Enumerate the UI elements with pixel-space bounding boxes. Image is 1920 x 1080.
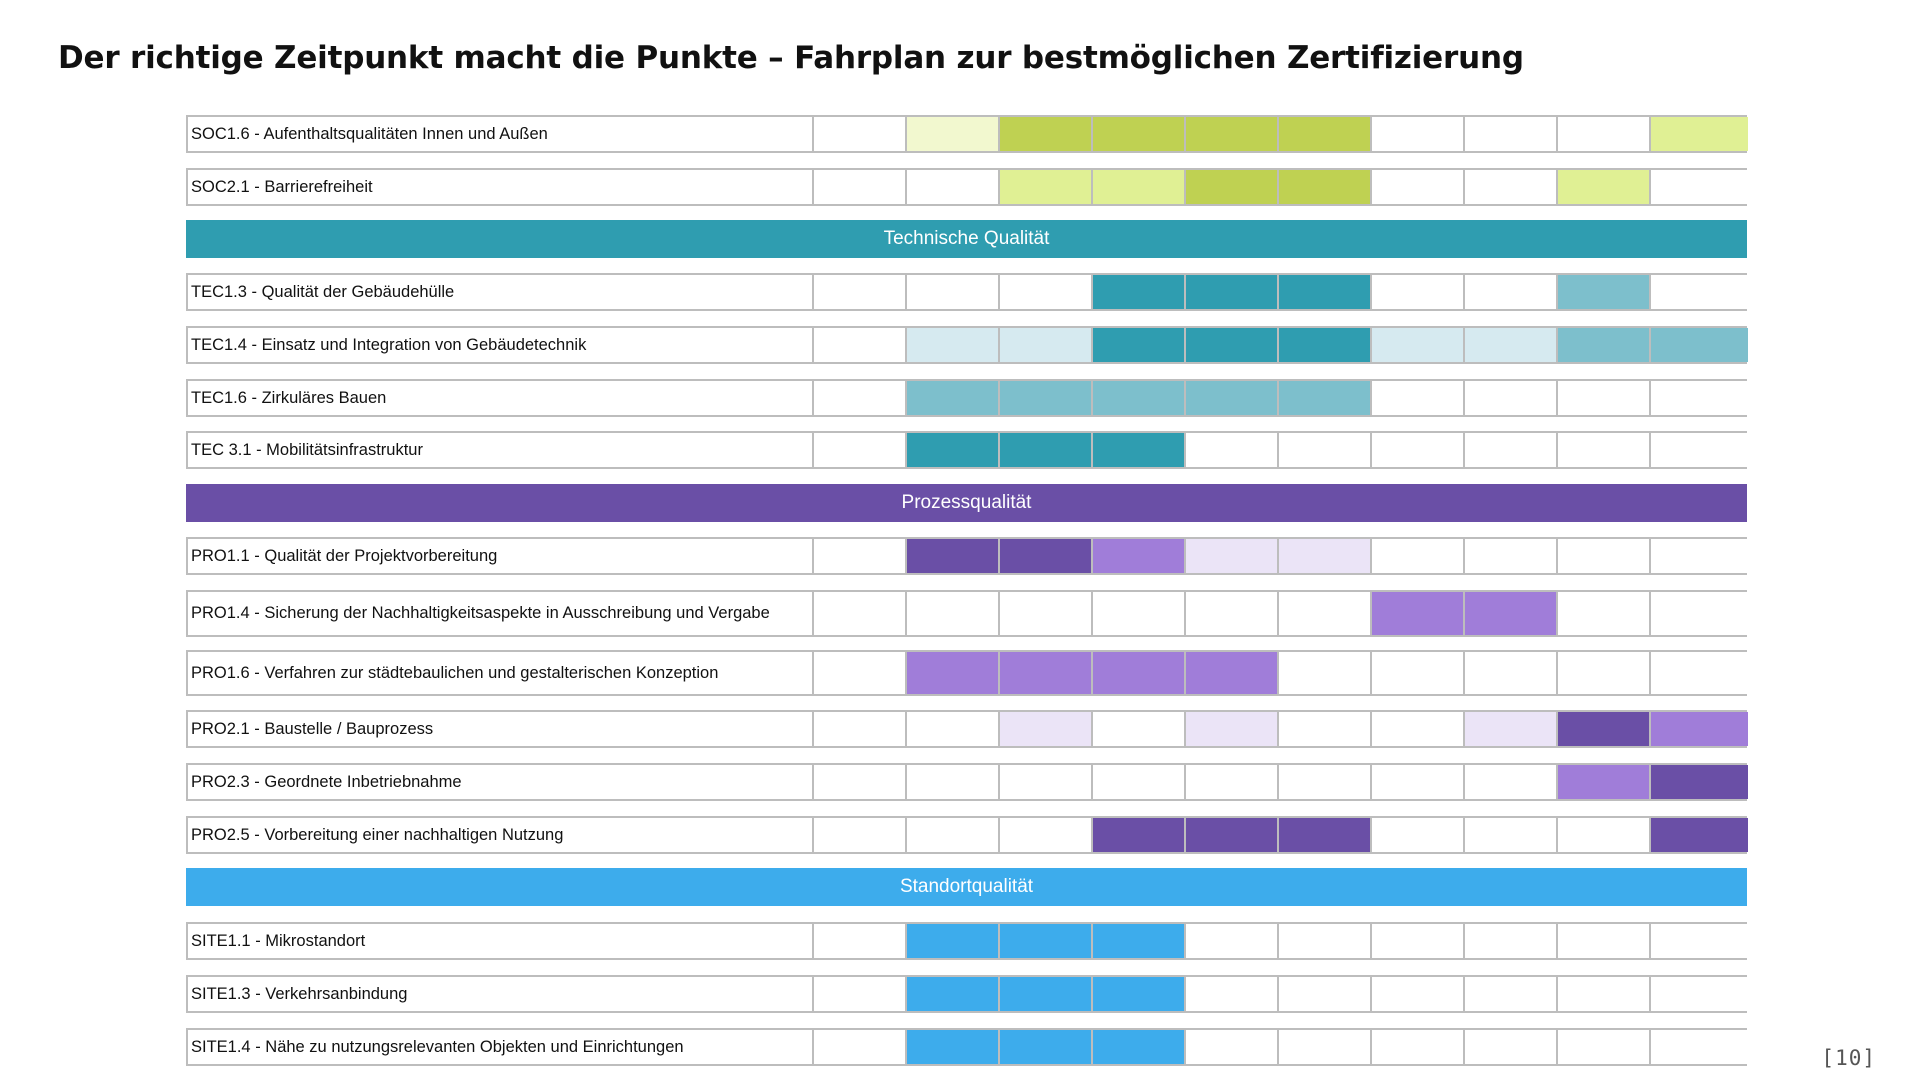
phase-cell-3 xyxy=(1000,1030,1093,1064)
phase-cell-6 xyxy=(1279,977,1372,1011)
phase-cell-2 xyxy=(907,652,1000,694)
phase-cell-5 xyxy=(1186,977,1279,1011)
phase-cell-10 xyxy=(1651,539,1748,573)
phase-cell-1 xyxy=(814,539,907,573)
phase-cell-2 xyxy=(907,170,1000,204)
phase-cell-4 xyxy=(1093,924,1186,958)
phase-cell-5 xyxy=(1186,765,1279,799)
phase-cell-6 xyxy=(1279,170,1372,204)
phase-cell-1 xyxy=(814,765,907,799)
phase-cell-8 xyxy=(1465,924,1558,958)
phase-cell-9 xyxy=(1558,170,1651,204)
phase-cell-6 xyxy=(1279,765,1372,799)
phase-cell-10 xyxy=(1651,924,1748,958)
table-row xyxy=(186,922,1747,960)
table-row xyxy=(186,816,1747,854)
criterion-label: SITE1.3 - Verkehrsanbindung xyxy=(188,977,814,1011)
phase-cell-3 xyxy=(1000,712,1093,746)
phase-cell-7 xyxy=(1372,652,1465,694)
phase-cell-6 xyxy=(1279,818,1372,852)
phase-cell-8 xyxy=(1465,117,1558,151)
criterion-label: PRO2.3 - Geordnete Inbetriebnahme xyxy=(188,765,814,799)
page-title: Der richtige Zeitpunkt macht die Punkte – Fahrplan zur bestmöglichen Zertifizierung xyxy=(58,40,1524,76)
phase-cell-7 xyxy=(1372,328,1465,362)
section-header: Standortqualität xyxy=(186,868,1747,906)
phase-cell-9 xyxy=(1558,712,1651,746)
phase-cell-7 xyxy=(1372,539,1465,573)
phase-cell-10 xyxy=(1651,592,1748,635)
phase-cell-1 xyxy=(814,275,907,309)
phase-cell-5 xyxy=(1186,117,1279,151)
phase-cell-5 xyxy=(1186,539,1279,573)
section-header: Technische Qualität xyxy=(186,220,1747,258)
phase-cell-10 xyxy=(1651,381,1748,415)
phase-cell-3 xyxy=(1000,924,1093,958)
criterion-label: SOC2.1 - Barrierefreiheit xyxy=(188,170,814,204)
criterion-label: PRO2.5 - Vorbereitung einer nachhaltigen Nutzung xyxy=(188,818,814,852)
criterion-label: TEC1.3 - Qualität der Gebäudehülle xyxy=(188,275,814,309)
phase-cell-10 xyxy=(1651,652,1748,694)
phase-cell-3 xyxy=(1000,539,1093,573)
phase-cell-3 xyxy=(1000,117,1093,151)
phase-cell-3 xyxy=(1000,170,1093,204)
phase-cell-3 xyxy=(1000,765,1093,799)
phase-cell-2 xyxy=(907,765,1000,799)
phase-cell-8 xyxy=(1465,275,1558,309)
criterion-label: SITE1.4 - Nähe zu nutzungsrelevanten Objekten und Einrichtungen xyxy=(188,1030,814,1064)
phase-cell-9 xyxy=(1558,381,1651,415)
phase-cell-5 xyxy=(1186,328,1279,362)
phase-cell-7 xyxy=(1372,275,1465,309)
phase-cell-5 xyxy=(1186,170,1279,204)
table-row xyxy=(186,710,1747,748)
phase-cell-10 xyxy=(1651,1030,1748,1064)
criterion-label: PRO1.1 - Qualität der Projektvorbereitung xyxy=(188,539,814,573)
phase-cell-8 xyxy=(1465,381,1558,415)
phase-cell-2 xyxy=(907,977,1000,1011)
phase-cell-10 xyxy=(1651,328,1748,362)
phase-cell-9 xyxy=(1558,328,1651,362)
criterion-label: SITE1.1 - Mikrostandort xyxy=(188,924,814,958)
phase-cell-5 xyxy=(1186,818,1279,852)
phase-cell-3 xyxy=(1000,592,1093,635)
phase-cell-7 xyxy=(1372,924,1465,958)
table-row xyxy=(186,326,1747,364)
phase-cell-8 xyxy=(1465,765,1558,799)
phase-cell-5 xyxy=(1186,1030,1279,1064)
phase-cell-10 xyxy=(1651,818,1748,852)
phase-cell-1 xyxy=(814,818,907,852)
phase-cell-6 xyxy=(1279,1030,1372,1064)
phase-cell-5 xyxy=(1186,275,1279,309)
section-header: Prozessqualität xyxy=(186,484,1747,522)
phase-cell-4 xyxy=(1093,977,1186,1011)
phase-cell-5 xyxy=(1186,433,1279,467)
phase-cell-6 xyxy=(1279,328,1372,362)
phase-cell-4 xyxy=(1093,117,1186,151)
phase-cell-4 xyxy=(1093,712,1186,746)
phase-cell-3 xyxy=(1000,977,1093,1011)
phase-cell-2 xyxy=(907,592,1000,635)
table-row xyxy=(186,763,1747,801)
phase-cell-9 xyxy=(1558,1030,1651,1064)
criterion-label: TEC1.6 - Zirkuläres Bauen xyxy=(188,381,814,415)
phase-cell-8 xyxy=(1465,818,1558,852)
phase-cell-3 xyxy=(1000,818,1093,852)
criterion-label: TEC1.4 - Einsatz und Integration von Gebäudetechnik xyxy=(188,328,814,362)
phase-cell-1 xyxy=(814,1030,907,1064)
table-row xyxy=(186,1028,1747,1066)
phase-cell-8 xyxy=(1465,592,1558,635)
phase-cell-6 xyxy=(1279,924,1372,958)
phase-cell-8 xyxy=(1465,652,1558,694)
phase-cell-2 xyxy=(907,539,1000,573)
phase-cell-6 xyxy=(1279,712,1372,746)
phase-cell-9 xyxy=(1558,924,1651,958)
phase-cell-10 xyxy=(1651,433,1748,467)
phase-cell-2 xyxy=(907,117,1000,151)
phase-cell-4 xyxy=(1093,1030,1186,1064)
phase-cell-10 xyxy=(1651,977,1748,1011)
phase-cell-5 xyxy=(1186,712,1279,746)
phase-cell-4 xyxy=(1093,170,1186,204)
phase-cell-10 xyxy=(1651,170,1748,204)
phase-cell-6 xyxy=(1279,539,1372,573)
phase-cell-7 xyxy=(1372,818,1465,852)
phase-cell-4 xyxy=(1093,592,1186,635)
table-row xyxy=(186,168,1747,206)
phase-cell-8 xyxy=(1465,433,1558,467)
phase-cell-3 xyxy=(1000,275,1093,309)
phase-cell-7 xyxy=(1372,765,1465,799)
phase-cell-7 xyxy=(1372,1030,1465,1064)
phase-cell-1 xyxy=(814,381,907,415)
criterion-label: SOC1.6 - Aufenthaltsqualitäten Innen und Außen xyxy=(188,117,814,151)
table-row xyxy=(186,115,1747,153)
phase-cell-1 xyxy=(814,328,907,362)
phase-cell-9 xyxy=(1558,818,1651,852)
phase-cell-10 xyxy=(1651,765,1748,799)
criterion-label: TEC 3.1 - Mobilitätsinfrastruktur xyxy=(188,433,814,467)
phase-cell-4 xyxy=(1093,765,1186,799)
phase-cell-4 xyxy=(1093,818,1186,852)
phase-cell-1 xyxy=(814,433,907,467)
phase-cell-1 xyxy=(814,652,907,694)
table-row xyxy=(186,431,1747,469)
phase-cell-8 xyxy=(1465,170,1558,204)
criterion-label: PRO2.1 - Baustelle / Bauprozess xyxy=(188,712,814,746)
phase-cell-9 xyxy=(1558,592,1651,635)
phase-cell-4 xyxy=(1093,381,1186,415)
phase-cell-2 xyxy=(907,381,1000,415)
phase-cell-7 xyxy=(1372,592,1465,635)
phase-cell-2 xyxy=(907,1030,1000,1064)
criterion-label: PRO1.4 - Sicherung der Nachhaltigkeitsaspekte in Ausschreibung und Vergabe xyxy=(188,592,814,635)
phase-cell-9 xyxy=(1558,275,1651,309)
phase-cell-1 xyxy=(814,592,907,635)
table-row xyxy=(186,975,1747,1013)
phase-cell-4 xyxy=(1093,539,1186,573)
criterion-label: PRO1.6 - Verfahren zur städtebaulichen und gestalterischen Konzeption xyxy=(188,652,814,694)
phase-cell-1 xyxy=(814,712,907,746)
phase-cell-6 xyxy=(1279,652,1372,694)
phase-cell-2 xyxy=(907,328,1000,362)
phase-cell-8 xyxy=(1465,712,1558,746)
phase-cell-6 xyxy=(1279,592,1372,635)
phase-cell-2 xyxy=(907,433,1000,467)
phase-cell-7 xyxy=(1372,712,1465,746)
phase-cell-1 xyxy=(814,170,907,204)
table-row xyxy=(186,273,1747,311)
phase-cell-10 xyxy=(1651,275,1748,309)
phase-cell-9 xyxy=(1558,765,1651,799)
phase-cell-6 xyxy=(1279,275,1372,309)
phase-cell-10 xyxy=(1651,712,1748,746)
phase-cell-1 xyxy=(814,977,907,1011)
phase-cell-3 xyxy=(1000,328,1093,362)
phase-cell-10 xyxy=(1651,117,1748,151)
phase-cell-9 xyxy=(1558,977,1651,1011)
phase-cell-4 xyxy=(1093,433,1186,467)
phase-cell-4 xyxy=(1093,652,1186,694)
phase-cell-6 xyxy=(1279,117,1372,151)
phase-cell-8 xyxy=(1465,539,1558,573)
phase-cell-8 xyxy=(1465,328,1558,362)
phase-cell-4 xyxy=(1093,275,1186,309)
phase-cell-1 xyxy=(814,117,907,151)
phase-cell-7 xyxy=(1372,170,1465,204)
phase-cell-5 xyxy=(1186,592,1279,635)
phase-cell-8 xyxy=(1465,977,1558,1011)
phase-cell-5 xyxy=(1186,924,1279,958)
phase-cell-8 xyxy=(1465,1030,1558,1064)
table-row xyxy=(186,537,1747,575)
phase-cell-3 xyxy=(1000,381,1093,415)
phase-cell-7 xyxy=(1372,977,1465,1011)
phase-cell-9 xyxy=(1558,117,1651,151)
phase-cell-5 xyxy=(1186,652,1279,694)
phase-cell-4 xyxy=(1093,328,1186,362)
phase-cell-2 xyxy=(907,712,1000,746)
phase-cell-9 xyxy=(1558,652,1651,694)
phase-cell-9 xyxy=(1558,433,1651,467)
table-row xyxy=(186,379,1747,417)
phase-cell-6 xyxy=(1279,433,1372,467)
phase-cell-1 xyxy=(814,924,907,958)
table-row xyxy=(186,650,1747,696)
phase-cell-7 xyxy=(1372,117,1465,151)
page-number: [10] xyxy=(1821,1046,1876,1070)
phase-cell-7 xyxy=(1372,433,1465,467)
phase-cell-9 xyxy=(1558,539,1651,573)
phase-cell-2 xyxy=(907,924,1000,958)
phase-cell-5 xyxy=(1186,381,1279,415)
phase-cell-6 xyxy=(1279,381,1372,415)
phase-cell-2 xyxy=(907,818,1000,852)
phase-cell-3 xyxy=(1000,433,1093,467)
table-row xyxy=(186,590,1747,637)
phase-cell-2 xyxy=(907,275,1000,309)
phase-cell-3 xyxy=(1000,652,1093,694)
phase-cell-7 xyxy=(1372,381,1465,415)
